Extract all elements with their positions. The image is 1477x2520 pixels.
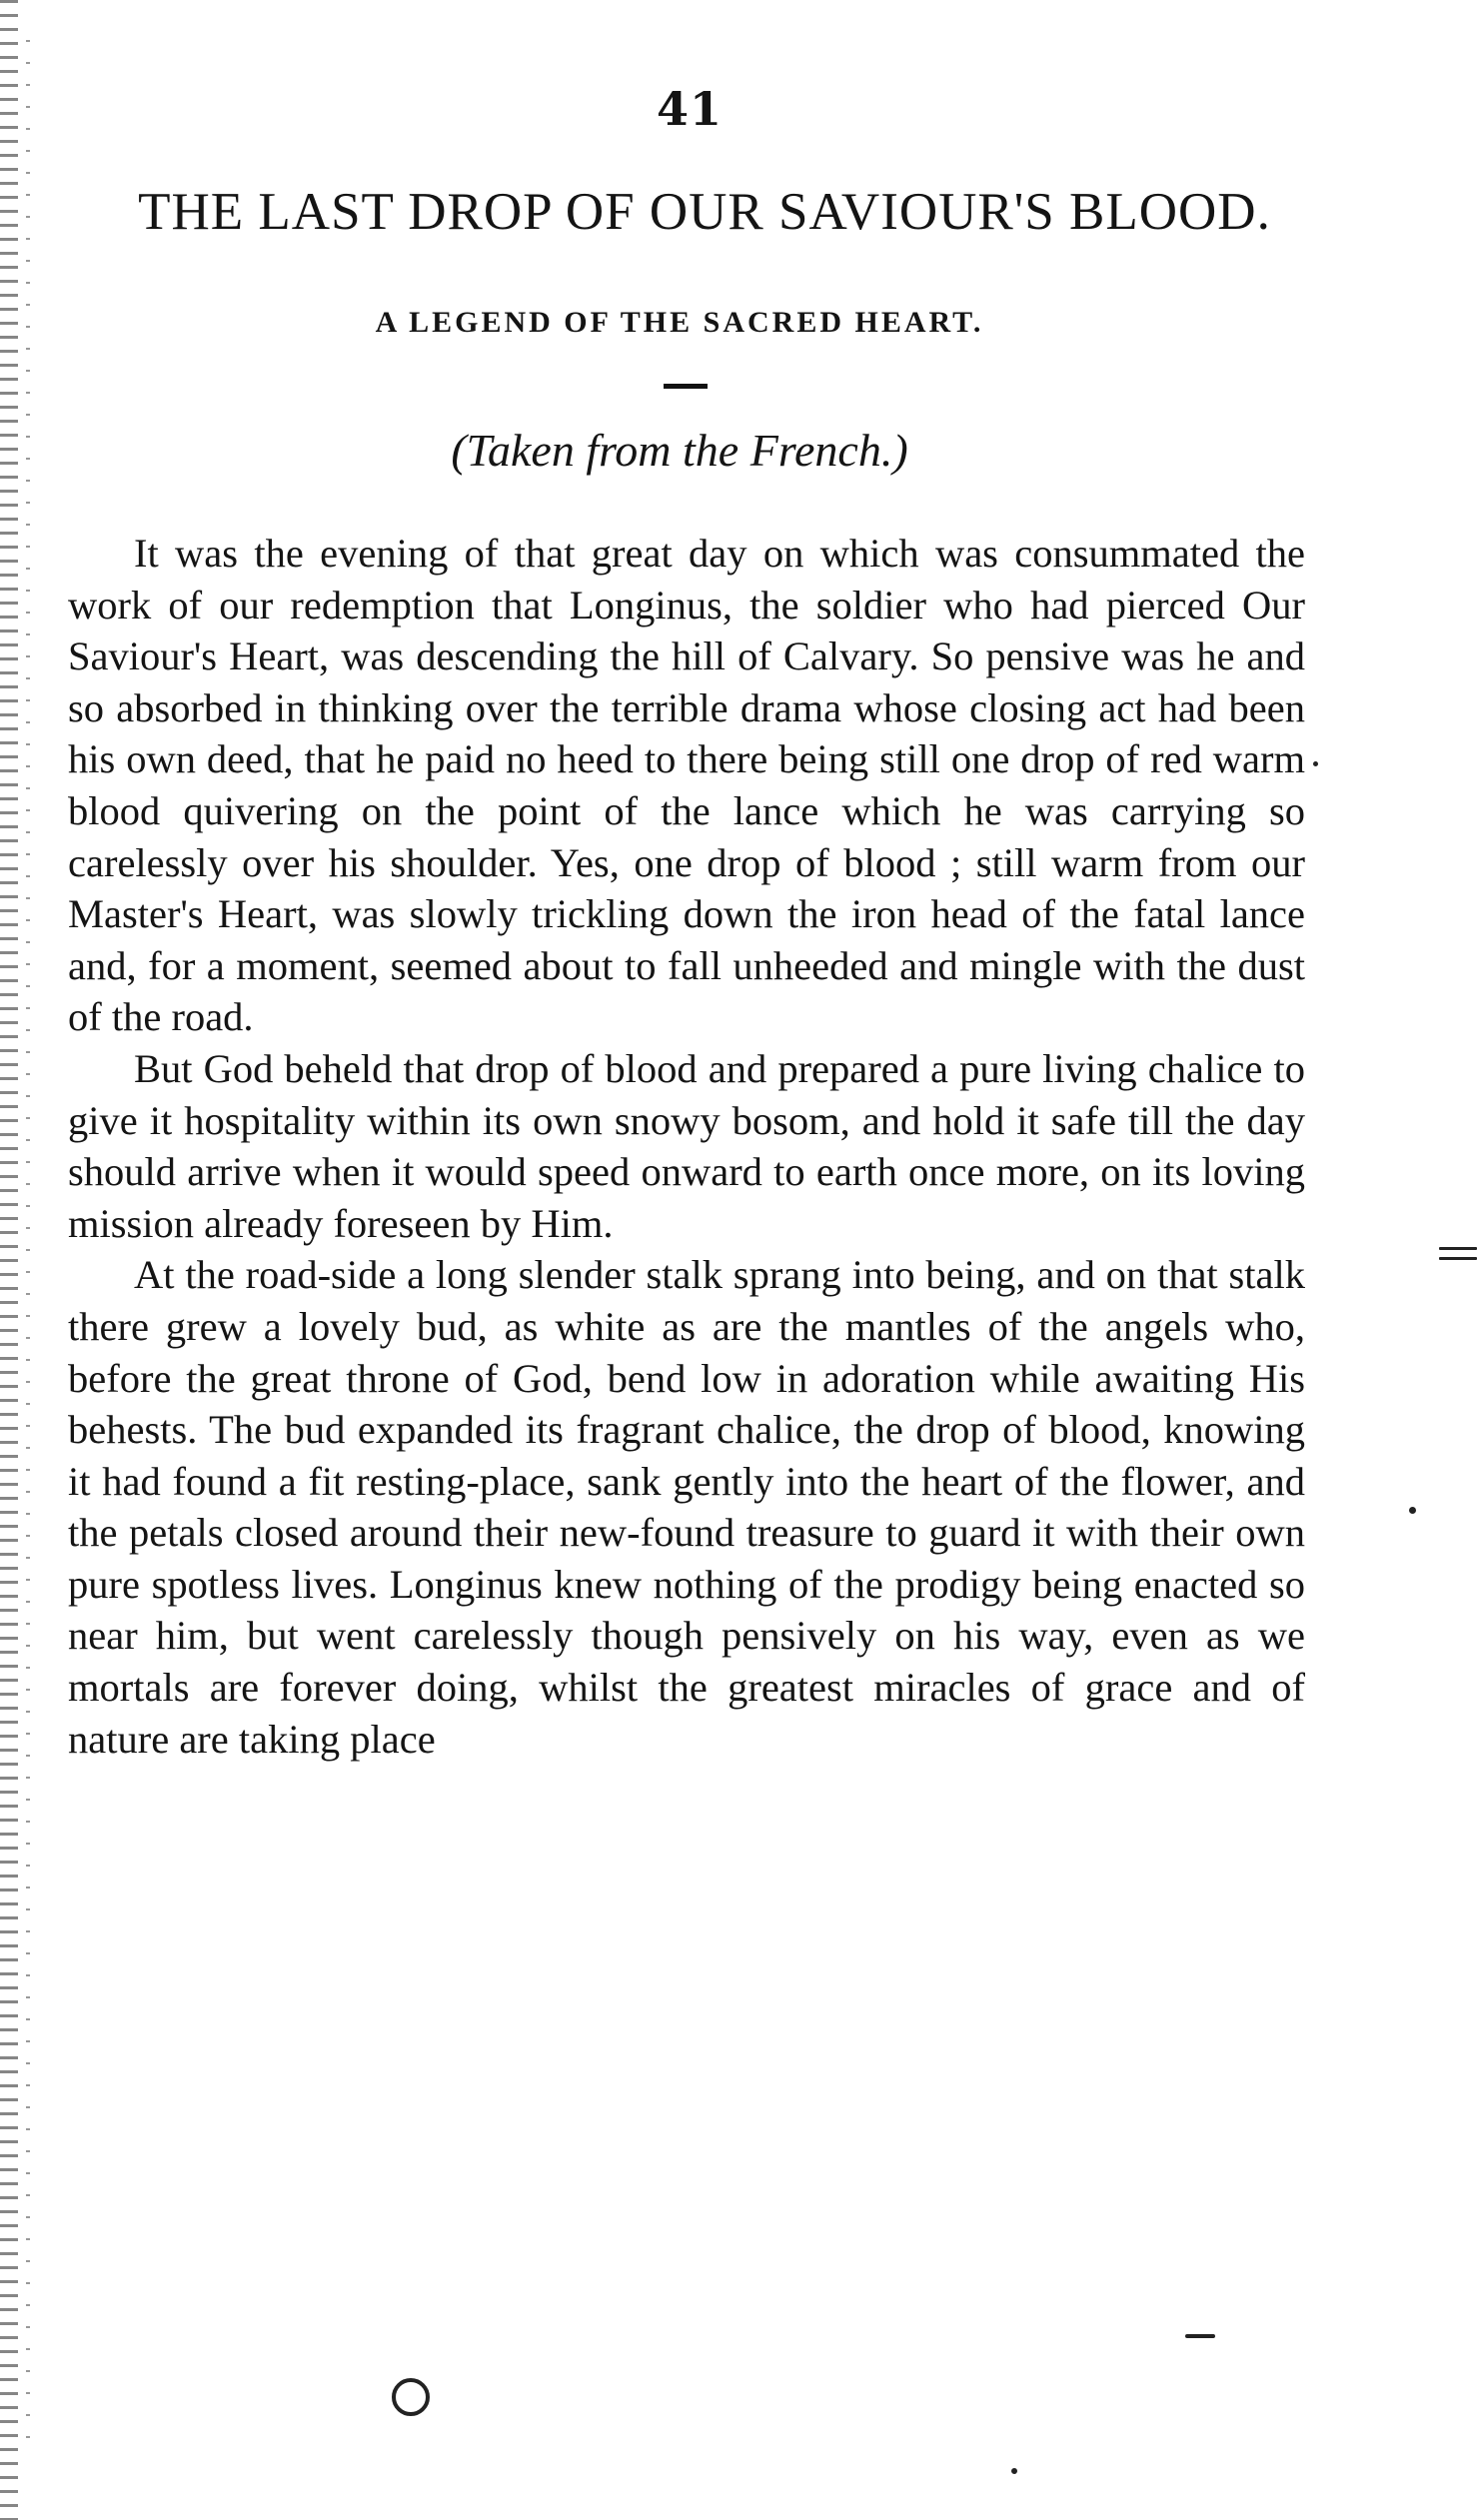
scan-ring-mark	[392, 2378, 430, 2416]
scan-speck	[1313, 761, 1318, 766]
chapter-subtitle: A LEGEND OF THE SACRED HEART.	[375, 306, 984, 339]
body-text	[68, 528, 1305, 1765]
scan-speck	[1409, 1507, 1416, 1514]
binding-edge	[0, 0, 18, 2520]
source-note: (Taken from the French.)	[451, 425, 908, 476]
page-number: 41	[656, 82, 723, 136]
paragraph: At the road-side a long slender stalk sprang into being, and on that stalk there grew a lovely bud, as white as are the mantles of the angels who, before the great throne of God, bend low in adoration while awaiting His behests. The bud expanded its fragrant chalice, the drop of blood, knowing it had found a fit resting-place, sank gently into the heart of the flower, and the petals closed around their new-found treasure to guard it with their own pure spotless lives. Longinus knew nothing of the prodigy being enacted so near him, but went carelessly though pensively on his way, even as we mortals are forever doing, whilst the greatest miracles of grace and of nature are taking place	[68, 1252, 1305, 1762]
paragraph: But God beheld that drop of blood and prepared a pure living chalice to give it hospitality within its own snowy bosom, and hold it safe till the day should arrive when it would speed onward to earth once more, on its loving mission already foreseen by Him.	[68, 1045, 1305, 1246]
scan-speck	[1439, 1257, 1477, 1260]
scan-speck	[1011, 2468, 1017, 2474]
scan-speck	[1439, 1247, 1477, 1250]
title-rule	[664, 384, 708, 389]
binding-marks	[26, 40, 30, 2438]
scan-speck	[1185, 2334, 1215, 2338]
chapter-title: THE LAST DROP OF OUR SAVIOUR'S BLOOD.	[138, 183, 1271, 241]
paragraph: It was the evening of that great day on which was consummated the work of our redemption that Longinus, the soldier who had pierced Our Saviour's Heart, was descending the hill of Calvary. So pensive was he and so absorbed in thinking over the terrible drama whose closing act had been his own deed, that he paid no heed to there being still one drop of red warm blood quivering on the point of the lance which he was carrying so carelessly over his shoulder. Yes, one drop of blood ; still warm from our Master's Heart, was slowly trickling down the iron head of the fatal lance and, for a moment, seemed about to fall unheeded and mingle with the dust of the road.	[68, 531, 1305, 1040]
